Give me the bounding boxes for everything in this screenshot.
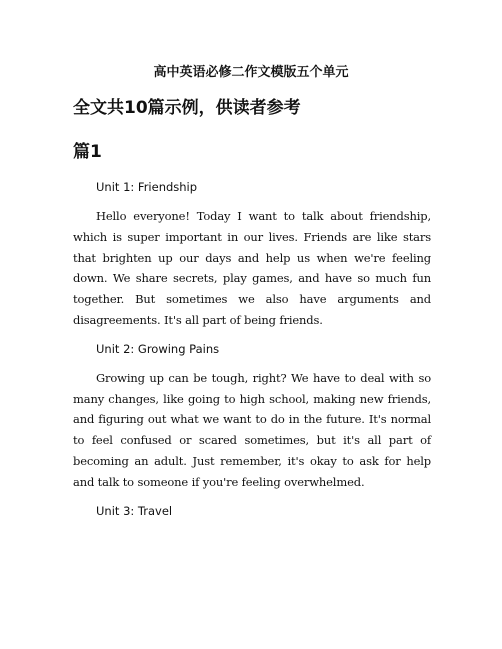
unit-paragraph-2: Growing up can be tough, right? We have to deal with so many changes, like going to high school, making new friends, and figuring out what we want to do in the future. It's normal to feel confused or scared sometimes, but it's all part of becoming an adult. Just remember, it's okay to ask for help and talk to someone if you're feeling overwhelmed. xyxy=(73,370,431,489)
document-subtitle: 全文共10篇示例，供读者参考 xyxy=(73,98,301,118)
document-body xyxy=(73,178,431,530)
document-title: 高中英语必修二作文模版五个单元 xyxy=(153,65,349,80)
unit-heading-3: Unit 3: Travel xyxy=(96,503,173,518)
section-heading: 篇1 xyxy=(73,142,102,162)
unit-heading-2: Unit 2: Growing Pains xyxy=(96,341,220,356)
unit-heading-1: Unit 1: Friendship xyxy=(96,180,198,194)
unit-paragraph-1: Hello everyone! Today I want to talk about friendship, which is super important in our lives. Friends are like stars that brighten up our days and help us when we're feeling down. We share secrets, play games, and have so much fun together. But sometimes we also have arguments and disagreements. It's all part of being friends. xyxy=(73,209,431,327)
